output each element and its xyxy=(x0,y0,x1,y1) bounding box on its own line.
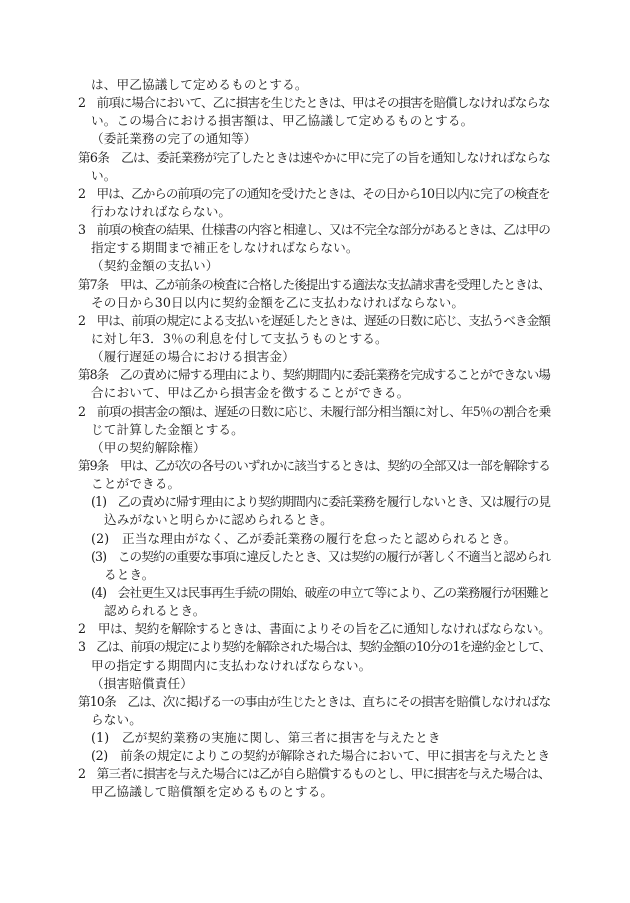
numbered-item-line: (4) 会社更生又は民事再生手続の開始、破産の申立て等により、乙の業務履行が困難と xyxy=(91,584,550,600)
text-line-continuation: は、甲乙協議して定めるものとする。 xyxy=(91,77,308,92)
text-line-continuation: ことができる。 xyxy=(91,476,181,492)
article-caption: （契約金額の支払い） xyxy=(91,258,219,274)
text-line-continuation: らない。 xyxy=(91,711,142,727)
numbered-item-line: (1) 乙の責めに帰す理由により契約期間内に委託業務を履行しないとき、又は履行の見 xyxy=(91,494,551,510)
article-caption: （甲の契約解除権） xyxy=(91,439,206,455)
text-line-continuation: 行わなければならない。 xyxy=(91,203,232,219)
article-clause-line: 2 前項の損害金の額は、遅延の日数に応じ、未履行部分相当額に対し、年5％の割合を乗 xyxy=(78,403,551,419)
article-clause-line: 2 甲は、乙からの前項の完了の通知を受けたときは、その日から10日以内に完了の検査を xyxy=(78,185,550,201)
article-clause-line: 第9条 甲は、乙が次の各号のいずれかに該当するときは、契約の全部又は一部を解除する xyxy=(78,457,550,473)
article-clause-line: 2 前項に場合において、乙に損害を生じたときは、甲はその損害を賠償しなければならな xyxy=(78,95,550,111)
article-clause-line: 第6条 乙は、委託業務が完了したときは速やかに甲に完了の旨を通知しなければならな xyxy=(78,149,551,165)
text-line-continuation: い。 xyxy=(91,167,117,183)
article-clause-line: 第10条 乙は、次に掲げる一の事由が生じたときは、直ちにその損害を賠償しなければな xyxy=(78,693,551,709)
article-clause-line: 第7条 甲は、乙が前条の検査に合格した後提出する適法な支払請求書を受理したときは、 xyxy=(78,276,550,292)
numbered-item-line: (2) 前条の規定によりこの契約が解除された場合において、甲に損害を与えたとき xyxy=(91,748,550,764)
numbered-item-continuation: 認められるとき。 xyxy=(104,603,206,619)
numbered-item-continuation: るとき。 xyxy=(104,566,155,582)
text-line-continuation: じて計算した金額とする。 xyxy=(91,421,244,437)
text-line-continuation: 甲乙協議して賠償額を定めるものとする。 xyxy=(91,784,334,800)
text-line-continuation: 甲の指定する期間内に支払わなければならない。 xyxy=(91,657,372,673)
article-caption: （履行遅延の場合における損害金） xyxy=(91,349,295,365)
text-line-continuation: に対し年3．3％の利息を付して支払うものとする。 xyxy=(91,330,388,346)
numbered-item-line: (1) 乙が契約業務の実施に関し、第三者に損害を与えたとき xyxy=(91,730,441,746)
article-clause-line: 3 前項の検査の結果、仕様書の内容と相違し、又は不完全な部分があるときは、乙は甲の xyxy=(78,222,550,238)
article-clause-line: 3 乙は、前項の規定により契約を解除された場合は、契約金額の10分の1を違約金として、 xyxy=(78,639,551,655)
article-clause-line: 2 甲は、前項の規定による支払いを遅延したときは、遅延の日数に応じ、支払うべき金額 xyxy=(78,312,550,328)
article-caption: （委託業務の完了の通知等） xyxy=(91,131,257,147)
article-caption: （損害賠償責任） xyxy=(91,675,193,691)
numbered-item-line: (3) この契約の重要な事項に違反したとき、又は契約の履行が著しく不適当と認められ xyxy=(91,548,551,564)
article-clause-line: 2 甲は、契約を解除するときは、書面によりその旨を乙に通知しなければならない。 xyxy=(78,621,551,637)
text-line-continuation: い。この場合における損害額は、甲乙協議して定めるものとする。 xyxy=(91,113,474,129)
text-line-continuation: 指定する期間まで補正をしなければならない。 xyxy=(91,240,359,256)
text-line-continuation: その日から30日以内に契約金額を乙に支払わなければならない。 xyxy=(91,294,465,310)
contract-text-body xyxy=(78,76,550,802)
numbered-item-continuation: 込みがないと明らかに認められるとき。 xyxy=(104,512,333,528)
article-clause-line: 第8条 乙の責めに帰する理由により、契約期間内に委託業務を完成することができない場 xyxy=(78,367,550,383)
text-line-continuation: 合において、甲は乙から損害金を徴することができる。 xyxy=(91,385,410,401)
article-clause-line: 2 第三者に損害を与えた場合には乙が自ら賠償するものとし、甲に損害を与えた場合は、 xyxy=(78,766,550,782)
numbered-item-line: (2) 正当な理由がなく、乙が委託業務の履行を怠ったと認められるとき。 xyxy=(91,530,517,546)
